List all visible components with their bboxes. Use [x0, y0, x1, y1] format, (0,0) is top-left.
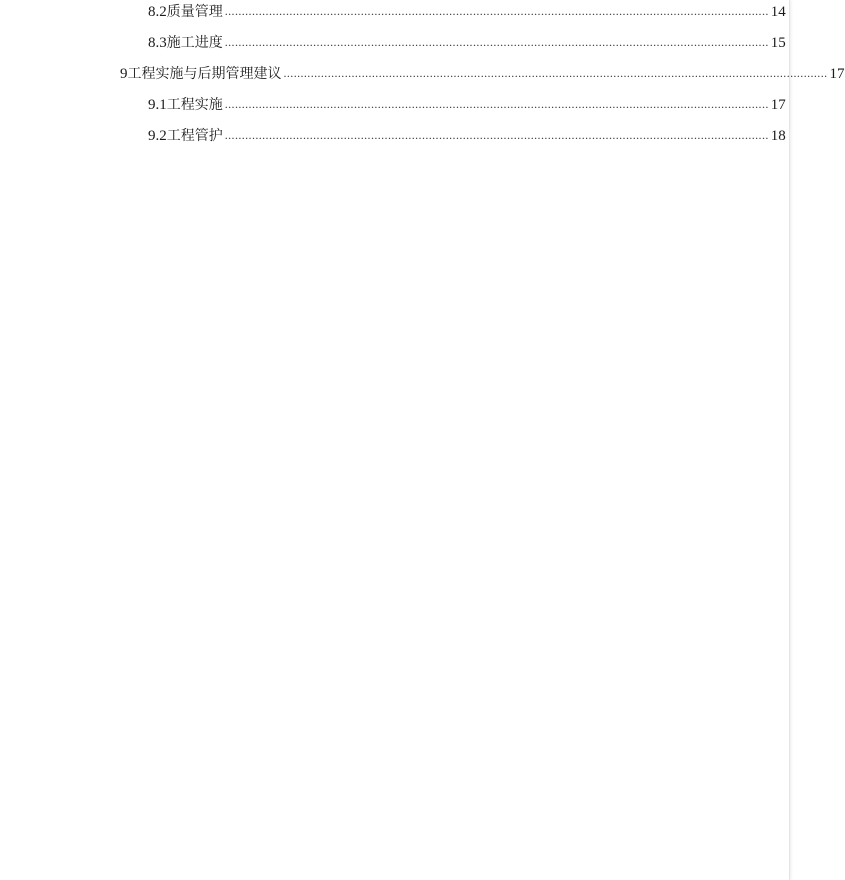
toc-entry-title: 工程实施与后期管理建议 — [127, 66, 282, 82]
toc-entry-9-2[interactable] — [148, 124, 786, 148]
toc-dot-leader: ................................................................................................................................................................ — [283, 66, 828, 80]
toc-entry-8-2[interactable] — [148, 0, 786, 24]
toc-entry-number: 8.3 — [148, 35, 167, 51]
toc-dot-leader: ................................................................................................................................................................ — [224, 4, 769, 18]
toc-entry-number: 8.2 — [148, 4, 167, 20]
toc-entry-number: 9.2 — [148, 128, 167, 144]
toc-entry-number: 9 — [120, 66, 128, 82]
toc-entry-number: 9.1 — [148, 97, 167, 113]
toc-entry-page-number: 17 — [829, 66, 845, 82]
toc-dot-leader: ................................................................................................................................................................ — [224, 128, 769, 142]
toc-entry-title: 质量管理 — [166, 4, 223, 20]
toc-entry-title: 工程管护 — [166, 128, 223, 144]
toc-entry-page-number: 18 — [770, 128, 786, 144]
toc-entry-9[interactable] — [120, 62, 845, 86]
toc-dot-leader: ................................................................................................................................................................ — [224, 35, 769, 49]
toc-entry-title: 工程实施 — [166, 97, 223, 113]
toc-entry-page-number: 15 — [770, 35, 786, 51]
toc-entry-page-number: 17 — [770, 97, 786, 113]
toc-entry-9-1[interactable] — [148, 93, 786, 117]
toc-dot-leader: ................................................................................................................................................................ — [224, 97, 769, 111]
toc-entry-8-3[interactable] — [148, 31, 786, 55]
toc-entry-page-number: 14 — [770, 4, 786, 20]
toc-entry-title: 施工进度 — [166, 35, 223, 51]
